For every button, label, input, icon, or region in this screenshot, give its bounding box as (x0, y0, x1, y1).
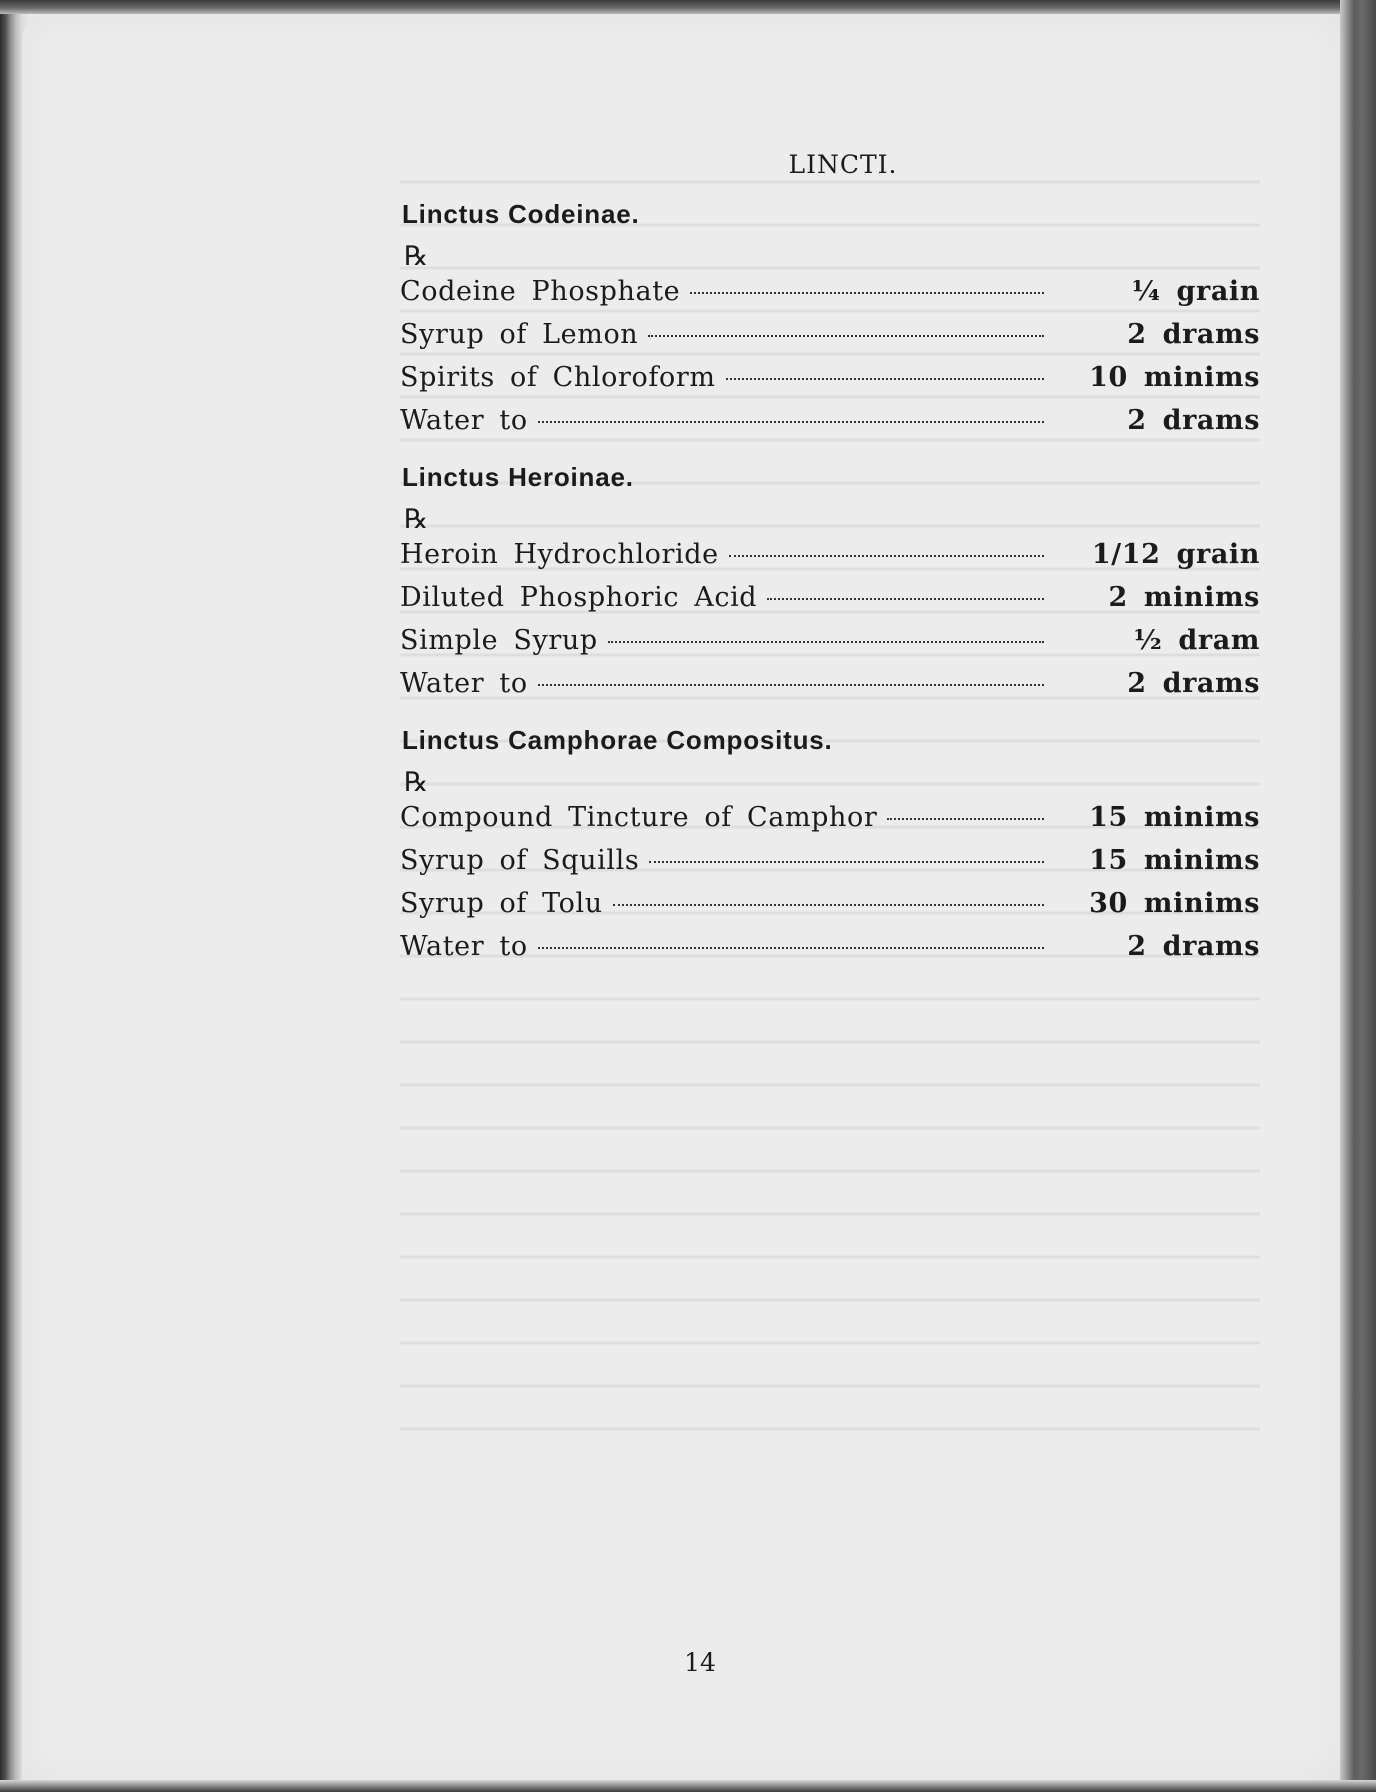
dot-leader (538, 684, 1044, 686)
dot-leader (887, 818, 1044, 820)
ingredient-name: Syrup of Tolu (400, 888, 603, 919)
ingredient-amount: 2 minims (1108, 582, 1260, 613)
ingredient-name: Water to (400, 405, 528, 436)
ingredient-name: Syrup of Squills (400, 845, 640, 876)
ingredient-row (400, 668, 1260, 711)
recipe-linctus-camphorae-compositus (400, 725, 1260, 974)
page-title: LINCTI. (788, 150, 898, 179)
ingredient-name: Water to (400, 668, 528, 699)
dot-leader (648, 335, 1044, 337)
dot-leader (726, 378, 1044, 380)
ingredient-amount: ¼ grain (1131, 276, 1260, 307)
ingredient-name: Syrup of Lemon (400, 319, 639, 350)
ingredient-name: Compound Tincture of Camphor (400, 802, 878, 833)
ingredient-name: Spirits of Chloroform (400, 362, 716, 393)
dot-leader (690, 292, 1044, 294)
ingredient-row (400, 888, 1260, 931)
ingredient-amount: 15 minims (1089, 802, 1260, 833)
ingredient-row (400, 931, 1260, 974)
ingredient-row (400, 802, 1260, 845)
ingredient-name: Codeine Phosphate (400, 276, 681, 307)
ingredient-amount: 2 drams (1127, 319, 1260, 350)
ingredient-row (400, 539, 1260, 582)
ingredient-amount: 10 minims (1089, 362, 1260, 393)
dot-leader (538, 947, 1044, 949)
ingredient-row (400, 276, 1260, 319)
ingredient-amount: 15 minims (1089, 845, 1260, 876)
recipe-linctus-heroinae (400, 462, 1260, 711)
page-top-edge (0, 0, 1376, 14)
ingredient-row (400, 625, 1260, 668)
dot-leader (729, 555, 1044, 557)
ingredient-name: Water to (400, 931, 528, 962)
ingredient-row (400, 582, 1260, 625)
page-bottom-edge (0, 1780, 1376, 1792)
prescription-symbol: ℞ (404, 767, 429, 798)
dot-leader (649, 861, 1044, 863)
recipe-heading: Linctus Codeinae. (402, 199, 640, 229)
ingredient-row (400, 319, 1260, 362)
ingredient-row (400, 405, 1260, 448)
prescription-symbol: ℞ (404, 504, 429, 535)
book-binding-edge (1340, 0, 1376, 1792)
dot-leader (608, 641, 1044, 643)
ingredient-amount: 2 drams (1127, 931, 1260, 962)
page-content (400, 150, 1260, 988)
ingredient-name: Heroin Hydrochloride (400, 539, 719, 570)
recipe-heading: Linctus Camphorae Compositus. (402, 725, 833, 755)
ingredient-amount: ½ dram (1133, 625, 1260, 656)
ingredient-row (400, 845, 1260, 888)
ingredient-amount: 1/12 grain (1091, 539, 1260, 570)
prescription-symbol: ℞ (404, 241, 429, 272)
ingredient-amount: 2 drams (1127, 405, 1260, 436)
recipe-heading: Linctus Heroinae. (402, 462, 634, 492)
page-number: 14 (684, 1648, 716, 1677)
ingredient-name: Simple Syrup (400, 625, 598, 656)
dot-leader (613, 904, 1044, 906)
recipe-linctus-codeinae (400, 199, 1260, 448)
dot-leader (767, 598, 1044, 600)
ingredient-name: Diluted Phosphoric Acid (400, 582, 758, 613)
ingredient-row (400, 362, 1260, 405)
ingredient-amount: 30 minims (1089, 888, 1260, 919)
dot-leader (538, 421, 1044, 423)
ingredient-amount: 2 drams (1127, 668, 1260, 699)
